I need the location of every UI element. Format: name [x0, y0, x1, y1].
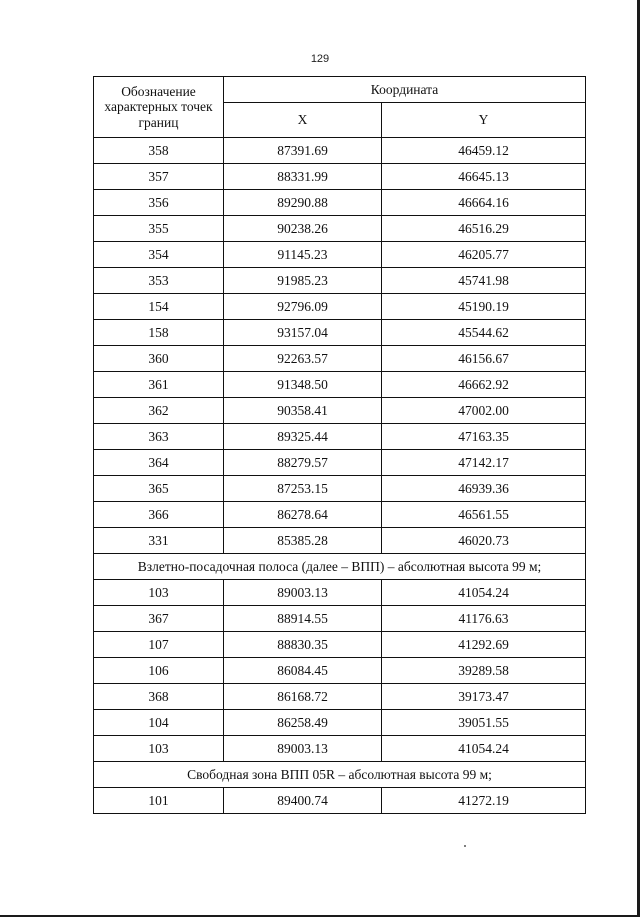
x-cell: 92263.57: [224, 346, 382, 372]
y-header: Y: [382, 103, 586, 138]
point-id-cell: 362: [94, 398, 224, 424]
point-id-cell: 356: [94, 190, 224, 216]
x-cell: 89003.13: [224, 580, 382, 606]
point-id-cell: 103: [94, 736, 224, 762]
y-cell: 41054.24: [382, 736, 586, 762]
x-cell: 87253.15: [224, 476, 382, 502]
x-cell: 90238.26: [224, 216, 382, 242]
page-number: 129: [310, 53, 330, 65]
point-id-cell: 103: [94, 580, 224, 606]
x-cell: 89290.88: [224, 190, 382, 216]
point-id-cell: 331: [94, 528, 224, 554]
table-row: [94, 658, 586, 684]
x-cell: 87391.69: [224, 138, 382, 164]
x-cell: 92796.09: [224, 294, 382, 320]
section-row: [94, 762, 586, 788]
point-id-cell: 154: [94, 294, 224, 320]
y-cell: 41292.69: [382, 632, 586, 658]
table-row: [94, 424, 586, 450]
point-designation-header: Обозначение характерных точек границ: [94, 77, 224, 138]
y-cell: 46516.29: [382, 216, 586, 242]
section-heading: Свободная зона ВПП 05R – абсолютная высота 99 м;: [94, 762, 586, 788]
y-cell: 46020.73: [382, 528, 586, 554]
table-row: [94, 476, 586, 502]
x-cell: 91985.23: [224, 268, 382, 294]
y-cell: 39051.55: [382, 710, 586, 736]
x-cell: 89003.13: [224, 736, 382, 762]
point-id-cell: 107: [94, 632, 224, 658]
y-cell: 39289.58: [382, 658, 586, 684]
table-row: [94, 502, 586, 528]
table-row: [94, 398, 586, 424]
table-row: [94, 710, 586, 736]
x-cell: 88331.99: [224, 164, 382, 190]
section-row: [94, 554, 586, 580]
y-cell: 46205.77: [382, 242, 586, 268]
point-id-cell: 158: [94, 320, 224, 346]
table-row: [94, 788, 586, 814]
y-cell: 45190.19: [382, 294, 586, 320]
point-id-cell: 361: [94, 372, 224, 398]
x-header: X: [224, 103, 382, 138]
y-cell: 41054.24: [382, 580, 586, 606]
table-row: [94, 606, 586, 632]
point-id-cell: 357: [94, 164, 224, 190]
point-id-cell: 363: [94, 424, 224, 450]
x-cell: 86084.45: [224, 658, 382, 684]
table-row: [94, 736, 586, 762]
x-cell: 86278.64: [224, 502, 382, 528]
point-id-cell: 360: [94, 346, 224, 372]
table-row: [94, 164, 586, 190]
point-id-cell: 358: [94, 138, 224, 164]
point-id-cell: 101: [94, 788, 224, 814]
table-row: [94, 346, 586, 372]
y-cell: 46645.13: [382, 164, 586, 190]
x-cell: 86168.72: [224, 684, 382, 710]
x-cell: 91145.23: [224, 242, 382, 268]
table-row: [94, 242, 586, 268]
y-cell: 47002.00: [382, 398, 586, 424]
y-cell: 39173.47: [382, 684, 586, 710]
point-id-cell: 367: [94, 606, 224, 632]
x-cell: 88830.35: [224, 632, 382, 658]
point-id-cell: 354: [94, 242, 224, 268]
x-cell: 90358.41: [224, 398, 382, 424]
point-id-cell: 353: [94, 268, 224, 294]
table-row: [94, 580, 586, 606]
y-cell: 46664.16: [382, 190, 586, 216]
table-row: [94, 684, 586, 710]
scan-speck: [464, 845, 466, 847]
table-row: [94, 632, 586, 658]
section-heading: Взлетно-посадочная полоса (далее – ВПП) – абсолютная высота 99 м;: [94, 554, 586, 580]
table-row: [94, 190, 586, 216]
table-row: [94, 320, 586, 346]
table-row: [94, 268, 586, 294]
x-cell: 89400.74: [224, 788, 382, 814]
table-body: [94, 138, 586, 814]
point-id-cell: 364: [94, 450, 224, 476]
table-row: [94, 372, 586, 398]
y-cell: 46459.12: [382, 138, 586, 164]
x-cell: 89325.44: [224, 424, 382, 450]
point-id-cell: 355: [94, 216, 224, 242]
table-row: [94, 294, 586, 320]
y-cell: 46156.67: [382, 346, 586, 372]
x-cell: 93157.04: [224, 320, 382, 346]
x-cell: 88914.55: [224, 606, 382, 632]
y-cell: 41176.63: [382, 606, 586, 632]
point-id-cell: 368: [94, 684, 224, 710]
x-cell: 86258.49: [224, 710, 382, 736]
y-cell: 46561.55: [382, 502, 586, 528]
point-id-cell: 104: [94, 710, 224, 736]
x-cell: 85385.28: [224, 528, 382, 554]
coordinates-table: [93, 76, 586, 814]
x-cell: 88279.57: [224, 450, 382, 476]
y-cell: 47163.35: [382, 424, 586, 450]
point-id-cell: 366: [94, 502, 224, 528]
point-id-cell: 365: [94, 476, 224, 502]
point-id-cell: 106: [94, 658, 224, 684]
coordinate-group-header: Координата: [224, 77, 586, 103]
y-cell: 47142.17: [382, 450, 586, 476]
table-row: [94, 528, 586, 554]
y-cell: 46662.92: [382, 372, 586, 398]
y-cell: 41272.19: [382, 788, 586, 814]
table-row: [94, 216, 586, 242]
y-cell: 45544.62: [382, 320, 586, 346]
table-row: [94, 450, 586, 476]
y-cell: 46939.36: [382, 476, 586, 502]
table-row: [94, 138, 586, 164]
y-cell: 45741.98: [382, 268, 586, 294]
x-cell: 91348.50: [224, 372, 382, 398]
